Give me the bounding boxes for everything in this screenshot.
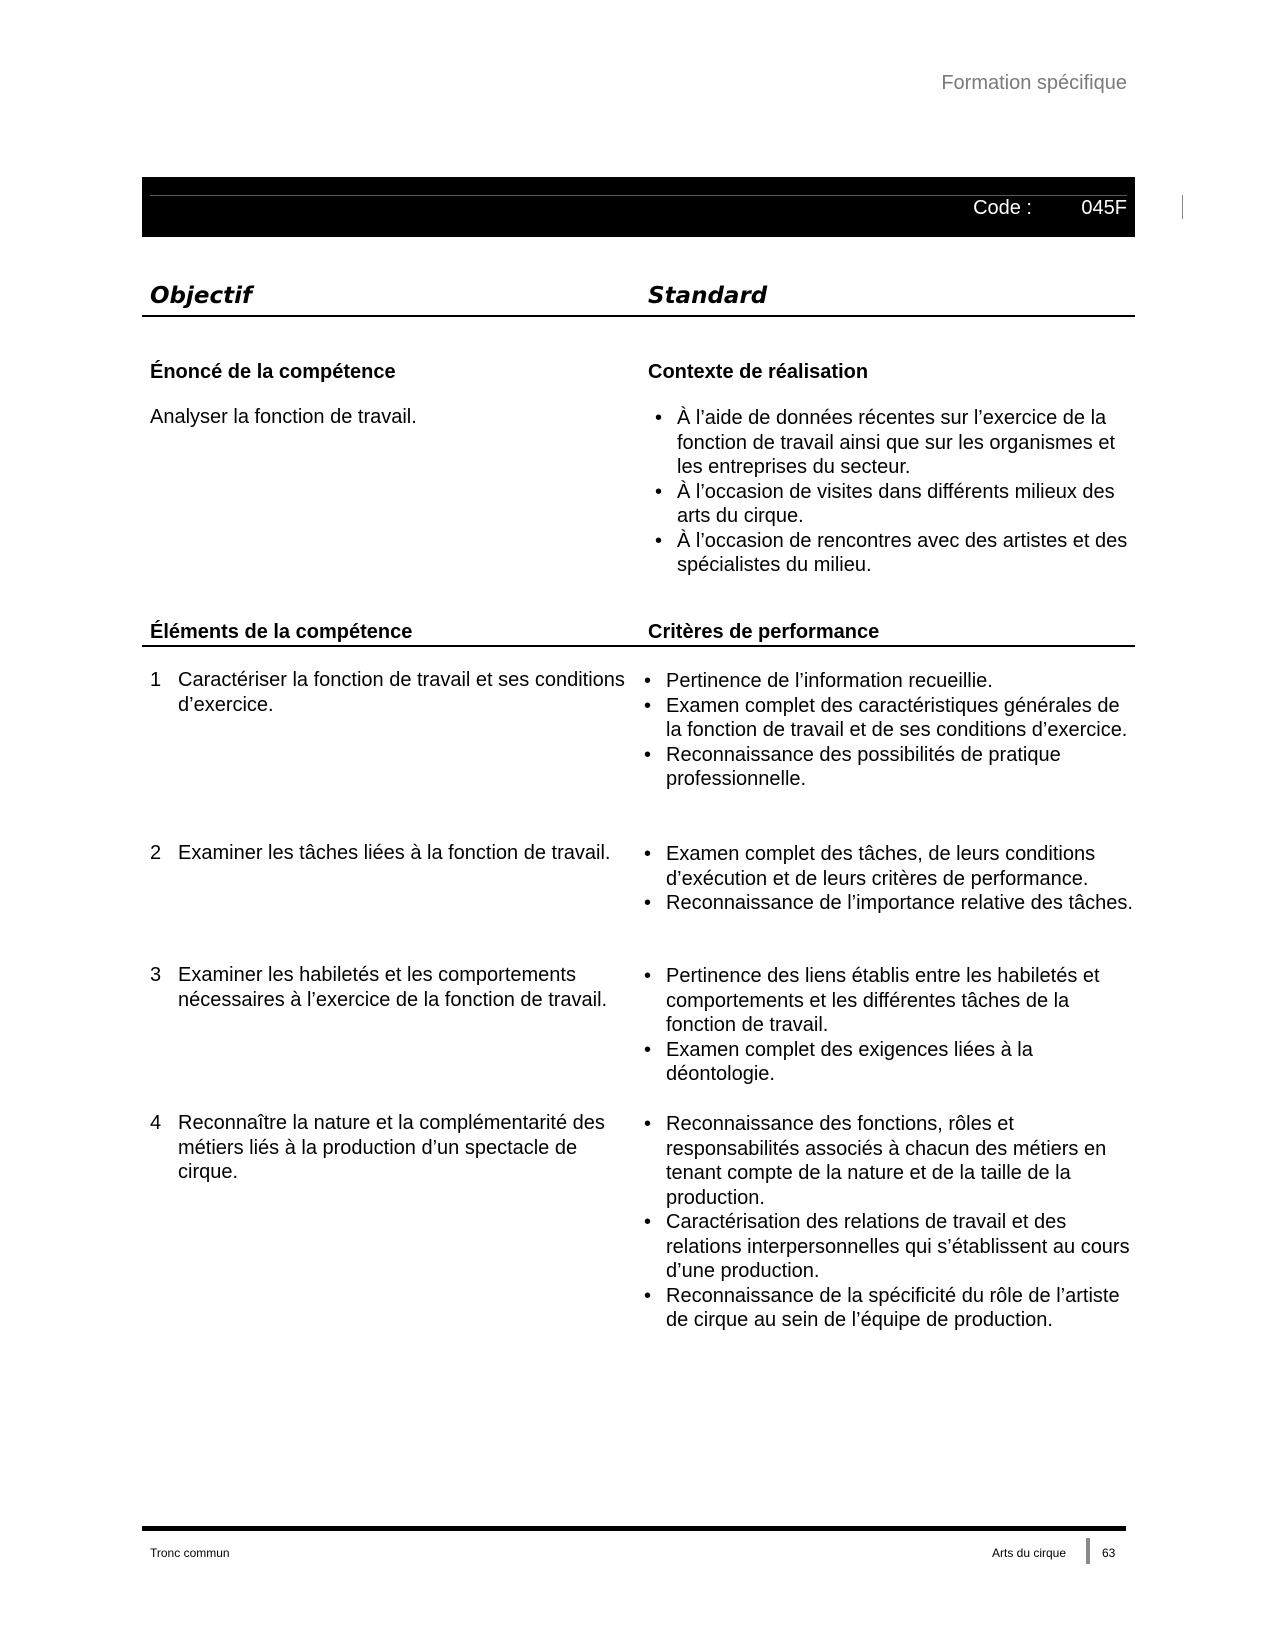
footer-rule [142,1526,1126,1531]
contexte-item: • À l’occasion de rencontres avec des artistes et des spécialistes du milieu. [677,529,1137,578]
element-number: 1 [150,669,162,691]
contexte-heading: Contexte de réalisation [648,361,869,383]
element-text: Examiner les habiletés et les comportements nécessaires à l’exercice de la fonction de travail. [178,964,608,1011]
criterion-item: • Caractérisation des relations de travail et des relations interpersonnelles qui s’établissent au cours d’une production. [666,1210,1136,1284]
element-text: Caractériser la fonction de travail et ses conditions d’exercice. [178,669,625,716]
element-number: 3 [150,964,162,986]
objectif-title: Objectif [150,283,253,309]
criteria-list-1 [666,669,1136,792]
code-label: Code : [973,197,1032,219]
criteria-list-3 [666,964,1136,1087]
elements-heading: Éléments de la compétence [150,621,413,643]
footer-right-text: Arts du cirque [992,1546,1067,1560]
element-text: Reconnaître la nature et la complémentarité des métiers liés à la production d’un spectacle de cirque. [178,1112,605,1183]
standard-title: Standard [648,283,768,309]
criterion-item: • Examen complet des tâches, de leurs conditions d’exécution et de leurs critères de performance. [666,842,1136,891]
footer-separator [1086,1538,1090,1564]
criterion-item: • Pertinence des liens établis entre les habiletés et comportements et les différentes tâches de la fonction de travail. [666,964,1136,1038]
enonce-heading: Énoncé de la compétence [150,361,396,383]
criterion-item: • Reconnaissance de l’importance relative des tâches. [666,891,1136,916]
criteres-heading: Critères de performance [648,621,880,643]
criterion-item: • Reconnaissance des fonctions, rôles et responsabilités associés à chacun des métiers en tenant compte de la nature et de la taille de la production. [666,1112,1136,1210]
page-number: 63 [1102,1546,1116,1560]
contexte-list [677,406,1137,578]
code-bar-separator [1182,195,1183,219]
contexte-item: • À l’occasion de visites dans différents milieux des arts du cirque. [677,480,1137,529]
footer-left-text: Tronc commun [150,1546,230,1560]
contexte-item: • À l’aide de données récentes sur l’exercice de la fonction de travail ainsi que sur les organismes et les entreprises du secteur. [677,406,1137,480]
code-bar-rule [150,195,1127,196]
element-text: Examiner les tâches liées à la fonction de travail. [178,842,611,864]
criterion-item: • Reconnaissance de la spécificité du rôle de l’artiste de cirque au sein de l’équipe de production. [666,1284,1136,1333]
criteria-list-4 [666,1112,1136,1333]
criteria-list-2 [666,842,1136,916]
criterion-item: • Reconnaissance des possibilités de pratique professionnelle. [666,743,1136,792]
element-number: 4 [150,1112,162,1134]
elements-rule [142,645,1135,647]
criterion-item: • Examen complet des exigences liées à la déontologie. [666,1038,1136,1087]
title-rule [142,315,1135,317]
element-number: 2 [150,842,162,864]
page-header: Formation spécifique [941,72,1127,94]
criterion-item: • Pertinence de l’information recueillie. [666,669,1136,694]
code-bar [142,177,1135,237]
criterion-item: • Examen complet des caractéristiques générales de la fonction de travail et de ses conditions d’exercice. [666,694,1136,743]
code-value: 045F [1081,197,1127,219]
enonce-text: Analyser la fonction de travail. [150,406,417,428]
